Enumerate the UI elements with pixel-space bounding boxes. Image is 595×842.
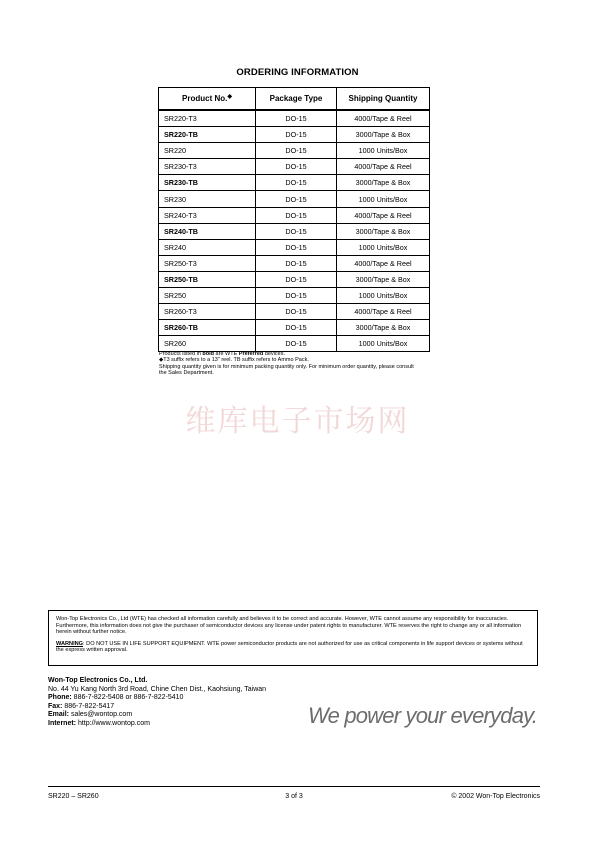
package-cell: DO-15 — [256, 336, 337, 352]
table-row — [159, 110, 430, 127]
package-cell: DO-15 — [256, 239, 337, 255]
quantity-cell: 3000/Tape & Box — [337, 271, 430, 287]
quantity-cell: 3000/Tape & Box — [337, 175, 430, 191]
table-row — [159, 143, 430, 159]
table-row — [159, 271, 430, 287]
package-cell: DO-15 — [256, 175, 337, 191]
product-cell: SR250 — [159, 288, 256, 304]
package-cell: DO-15 — [256, 271, 337, 287]
internet-line[interactable]: Internet: http://www.wontop.com — [48, 719, 150, 727]
table-row — [159, 159, 430, 175]
footer-part-range: SR220 – SR260 — [48, 793, 99, 800]
slogan: We power your everyday. — [308, 703, 538, 728]
quantity-cell: 1000 Units/Box — [337, 143, 430, 159]
product-cell: SR230-T3 — [159, 159, 256, 175]
product-cell: SR260-TB — [159, 320, 256, 336]
disclaimer-box — [48, 610, 538, 666]
table-row — [159, 207, 430, 223]
table-row — [159, 255, 430, 271]
note-shipping: Shipping quantity given is for minimum packing quantity only. For minimum order quantity, please consult the Sales Department. — [159, 363, 414, 377]
quantity-cell: 4000/Tape & Reel — [337, 304, 430, 320]
product-cell: SR250-TB — [159, 271, 256, 287]
product-cell: SR220-TB — [159, 127, 256, 143]
phone-line: Phone: 886-7-822-5408 or 886-7-822-5410 — [48, 694, 184, 702]
package-cell: DO-15 — [256, 143, 337, 159]
quantity-cell: 3000/Tape & Box — [337, 223, 430, 239]
column-header-package: Package Type — [256, 88, 337, 111]
table-notes — [159, 351, 419, 377]
product-cell: SR240-TB — [159, 223, 256, 239]
package-cell: DO-15 — [256, 127, 337, 143]
diamond-icon: ◆ — [227, 94, 232, 100]
warning-text: WARNING: DO NOT USE IN LIFE SUPPORT EQUIPMENT. WTE power semiconductor products are not authorized for use as critical components in life support devices or systems without the express written approval. — [56, 640, 523, 654]
product-cell: SR260-T3 — [159, 304, 256, 320]
table-row — [159, 175, 430, 191]
product-cell: SR240 — [159, 239, 256, 255]
product-cell: SR230-TB — [159, 175, 256, 191]
note-suffix: ◆T3 suffix refers to a 13" reel. TB suffix refers to Ammo Pack. — [159, 357, 309, 364]
table-header-row — [159, 88, 430, 111]
quantity-cell: 1000 Units/Box — [337, 191, 430, 207]
quantity-cell: 4000/Tape & Reel — [337, 255, 430, 271]
email-line[interactable]: Email: sales@wontop.com — [48, 711, 133, 719]
table-row — [159, 239, 430, 255]
quantity-cell: 4000/Tape & Reel — [337, 207, 430, 223]
table-body — [159, 110, 430, 352]
package-cell: DO-15 — [256, 110, 337, 127]
quantity-cell: 4000/Tape & Reel — [337, 110, 430, 127]
footer-divider — [48, 786, 540, 787]
package-cell: DO-15 — [256, 255, 337, 271]
product-cell: SR220 — [159, 143, 256, 159]
product-cell: SR250-T3 — [159, 255, 256, 271]
company-address: No. 44 Yu Kang North 3rd Road, Chine Chen Dist., Kaohsiung, Taiwan — [48, 685, 267, 693]
company-name: Won-Top Electronics Co., Ltd. — [48, 677, 148, 684]
table-row — [159, 320, 430, 336]
package-cell: DO-15 — [256, 304, 337, 320]
product-cell: SR240-T3 — [159, 207, 256, 223]
watermark-text: 维库电子市场网 — [185, 404, 410, 439]
column-header-quantity: Shipping Quantity — [337, 88, 430, 111]
fax-line: Fax: 886-7-822-5417 — [48, 702, 115, 710]
package-cell: DO-15 — [256, 207, 337, 223]
package-cell: DO-15 — [256, 288, 337, 304]
package-cell: DO-15 — [256, 159, 337, 175]
product-cell: SR260 — [159, 336, 256, 352]
product-cell: SR220-T3 — [159, 110, 256, 127]
table-row — [159, 191, 430, 207]
disclaimer-text: Won-Top Electronics Co., Ltd (WTE) has checked all information carefully and believes it to be correct and accurate. However, WTE cannot assume any responsibility for inaccuracies. Furthermore, this information does not give the purchaser of semiconductor devices any license under patent rights to manufacturer. WTE reserves the right to change any or all information herein without further notice. — [56, 616, 522, 636]
note-preferred: Products listed in bold are WTE Preferred devices. — [159, 351, 285, 357]
column-header-product — [159, 88, 256, 111]
table-row — [159, 127, 430, 143]
package-cell: DO-15 — [256, 320, 337, 336]
table-row — [159, 223, 430, 239]
quantity-cell: 3000/Tape & Box — [337, 127, 430, 143]
quantity-cell: 1000 Units/Box — [337, 336, 430, 352]
quantity-cell: 3000/Tape & Box — [337, 320, 430, 336]
product-header-label: Product No. — [182, 94, 228, 103]
package-cell: DO-15 — [256, 191, 337, 207]
quantity-cell: 4000/Tape & Reel — [337, 159, 430, 175]
package-cell: DO-15 — [256, 223, 337, 239]
quantity-cell: 1000 Units/Box — [337, 288, 430, 304]
page-number: 3 of 3 — [285, 793, 303, 800]
table-row — [159, 304, 430, 320]
table-row — [159, 288, 430, 304]
product-cell: SR230 — [159, 191, 256, 207]
ordering-table — [158, 87, 430, 352]
table-row — [159, 336, 430, 352]
quantity-cell: 1000 Units/Box — [337, 239, 430, 255]
contact-block — [48, 677, 266, 729]
footer-copyright: © 2002 Won-Top Electronics — [451, 793, 540, 800]
section-title: ORDERING INFORMATION — [236, 67, 359, 78]
